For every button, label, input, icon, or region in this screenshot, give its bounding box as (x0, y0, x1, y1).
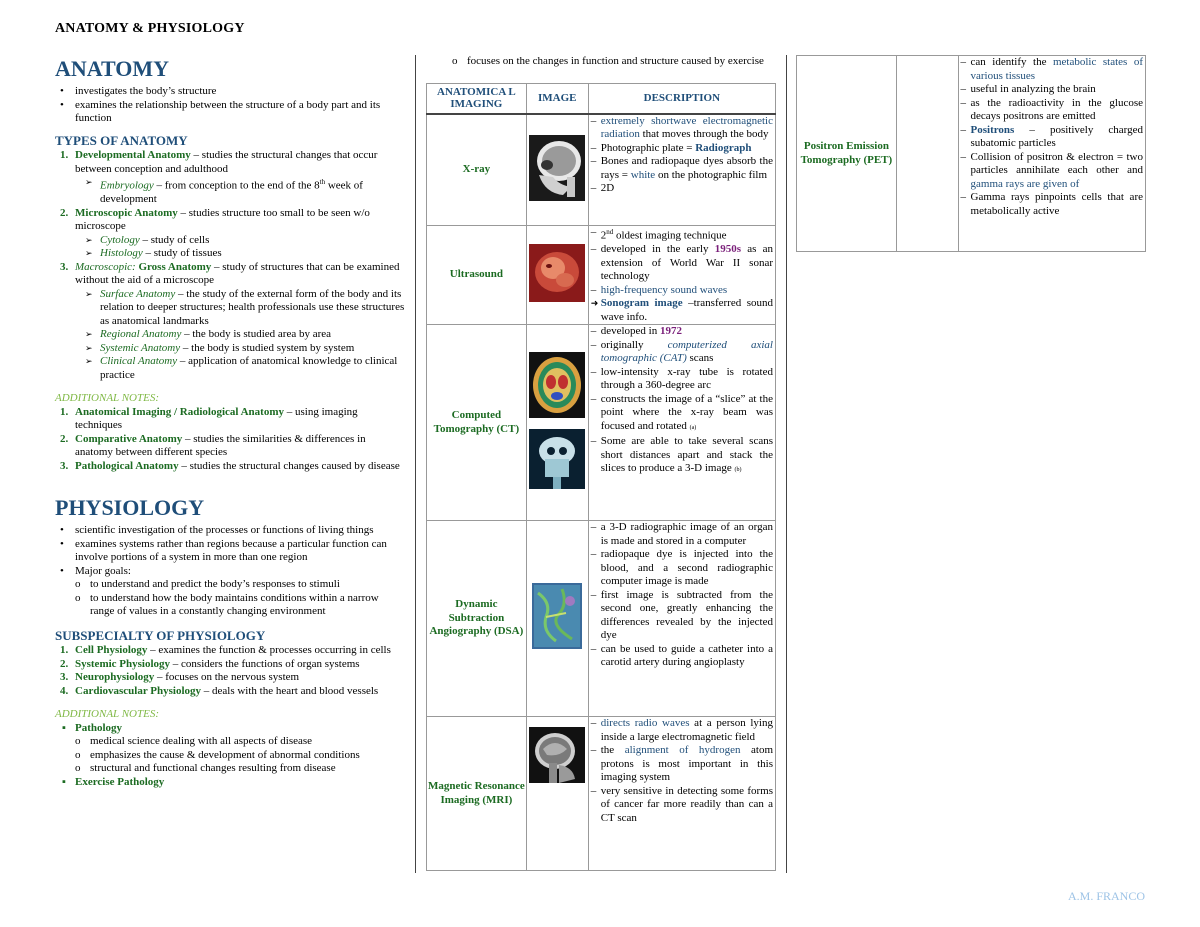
text: originally (600, 338, 668, 351)
modality-name: Computed Tomography (CT) (427, 325, 527, 521)
sub-list (85, 176, 405, 207)
definition: – study of cells (139, 233, 210, 246)
sub-item (85, 176, 405, 207)
description-item (591, 142, 773, 156)
highlight: Positrons (970, 123, 1015, 136)
modality-description (958, 56, 1145, 252)
term: Cell Physiology (75, 644, 148, 657)
modality-name: Ultrasound (427, 226, 527, 325)
description-item: – radiopaque dye is injected into the blood, and a second radiographic computer image is made (591, 548, 773, 589)
bullet-text: Major goals: (75, 564, 131, 577)
goal-item: o to understand and predict the body’s responses to stimuli (75, 578, 405, 592)
description-item (961, 151, 1143, 192)
note-item (60, 406, 405, 433)
imaging-table (426, 83, 776, 871)
ct-brain-image (529, 352, 585, 418)
definition: – the body is studied system by system (180, 341, 355, 354)
anatomy-types-list (60, 149, 405, 382)
sub-item (85, 328, 405, 342)
item-number: 2. (60, 657, 69, 670)
anatomy-type-item (60, 261, 405, 383)
text: can identify the (970, 56, 1053, 68)
definition: – the body is studied area by area (181, 328, 332, 341)
term: Pathological Anatomy (75, 459, 179, 472)
table-row (427, 717, 776, 871)
modality-name: Magnetic Resonance Imaging (MRI) (427, 717, 527, 871)
text: as an extension of World War II sonar technology (600, 243, 773, 283)
text: the (600, 744, 625, 757)
item-number: 3. (60, 459, 69, 472)
figure-marker: (a) (689, 424, 697, 431)
description-item: – first image is subtracted from the second one, greatly enhancing the differences revealed by the injected dye (591, 589, 773, 643)
dsa-image (526, 521, 588, 717)
description-item (591, 115, 773, 142)
physiology-bullet: • scientific investigation of the processes or functions of living things (60, 524, 405, 538)
description-item (591, 243, 773, 284)
definition: – application of anatomical knowledge to clinical practice (100, 355, 398, 381)
ultrasound-image (526, 226, 588, 325)
column-header: DESCRIPTION (588, 84, 775, 114)
pet-table (796, 55, 1146, 252)
term: Regional Anatomy (100, 328, 182, 341)
additional-notes-heading: ADDITIONAL NOTES: (55, 392, 160, 405)
text: oldest imaging technique (613, 229, 727, 242)
text: atom protons is most important in this imaging system (600, 744, 773, 784)
item-number: 1. (60, 405, 69, 418)
anatomy-notes-list (60, 406, 405, 474)
ultrasound-fetus-image (529, 244, 585, 302)
term: Anatomical Imaging / Radiological Anatomy (75, 405, 285, 418)
physiology-bullet (60, 565, 405, 619)
term: Embryology (100, 179, 154, 192)
modality-description (588, 717, 775, 871)
text: Photographic plate = (600, 141, 696, 154)
physiology-notes-list (60, 722, 405, 790)
table-row (427, 226, 776, 325)
subspecialty-list (60, 644, 405, 698)
description-item (591, 155, 773, 182)
item-number: 1. (60, 644, 69, 657)
author-footer: A.M. FRANCO (1067, 889, 1145, 903)
description-item (591, 393, 773, 436)
subspecialty-item (60, 671, 405, 685)
description-item (961, 124, 1143, 151)
text: that moves through the body (639, 128, 769, 140)
table-row (797, 56, 1146, 252)
definition: week of development (100, 179, 363, 206)
term: Pathology (75, 721, 123, 734)
subspecialty-heading: SUBSPECIALTY OF PHYSIOLOGY (55, 627, 266, 643)
column-divider (415, 55, 416, 873)
pet-image-cell (896, 56, 958, 252)
definition: – focuses on the nervous system (154, 671, 300, 684)
highlight: metabolic states of various tissues (970, 56, 1143, 82)
sub-item (85, 288, 405, 329)
definition: – using imaging techniques (75, 405, 358, 432)
text: developed in (600, 325, 660, 338)
modality-description (588, 325, 775, 521)
highlight: white (630, 168, 656, 181)
definition: – studies the similarities & differences in anatomy between different species (75, 432, 366, 459)
sub-item (85, 342, 405, 356)
anatomy-bullet: • examines the relationship between the structure of a body part and its function (60, 99, 405, 126)
modality-name: Dynamic Subtraction Angiography (DSA) (427, 521, 527, 717)
modality-description (588, 521, 775, 717)
figure-marker: (b) (734, 467, 742, 474)
term: Cytology (100, 233, 140, 246)
description-item: – a 3-D radiographic image of an organ is made and stored in a computer (591, 521, 773, 548)
definition: – study of structures that can be examined without the aid of a microscope (75, 260, 400, 287)
column-left (55, 56, 405, 789)
description-item (591, 435, 773, 478)
modality-name: Positron Emission Tomography (PET) (797, 56, 897, 252)
description-item: – very sensitive in detecting some forms of cancer far more readily than can a CT scan (591, 785, 773, 826)
page-title: ANATOMY & PHYSIOLOGY (55, 21, 245, 36)
description-item: – 2D (591, 182, 773, 196)
intro-list (452, 55, 772, 69)
goals-list (75, 578, 405, 619)
table-row (427, 325, 776, 521)
table-header-row (427, 84, 776, 114)
item-number: 2. (60, 206, 69, 219)
subspecialty-item (60, 685, 405, 699)
modality-name: X-ray (427, 114, 527, 226)
term: Gross Anatomy (135, 260, 212, 273)
additional-notes-heading: ADDITIONAL NOTES: (55, 708, 160, 721)
description-item: – low-intensity x-ray tube is rotated through a 360-degree arc (591, 366, 773, 393)
term: Systemic Anatomy (100, 341, 181, 354)
superscript: nd (606, 228, 614, 236)
text: Collision of positron & electron = two particles annihilate each other and (970, 150, 1143, 176)
description-item: – useful in analyzing the brain (961, 83, 1143, 97)
anatomy-heading: ANATOMY (55, 56, 170, 81)
highlight: alignment of hydrogen (624, 744, 741, 757)
term: Histology (100, 247, 143, 260)
note-item (60, 776, 405, 790)
text: Bones and radiopaque dyes absorb the rays = (600, 155, 773, 181)
anatomy-bullet: • investigates the body’s structure (60, 85, 405, 99)
mri-image (526, 717, 588, 871)
text: – positively charged subatomic particles (970, 123, 1143, 149)
item-number: 1. (60, 149, 69, 161)
description-item (591, 284, 773, 298)
item-number: 4. (60, 684, 69, 697)
pathology-item: o medical science dealing with all aspects of disease (75, 735, 405, 749)
item-number: 3. (60, 260, 69, 273)
modality-description (588, 226, 775, 325)
table-row (427, 521, 776, 717)
term: Exercise Pathology (75, 775, 165, 788)
text: at a person lying inside a large electromagnetic field (600, 717, 773, 743)
modality-description (588, 114, 775, 226)
description-item (591, 744, 773, 785)
description-item (961, 56, 1143, 83)
column-header: IMAGE (526, 84, 588, 114)
anatomy-bullets (60, 85, 405, 126)
description-item (591, 325, 773, 339)
term: Systemic Physiology (75, 657, 171, 670)
sub-item (85, 234, 405, 248)
anatomy-type-item (60, 149, 405, 207)
text: constructs the image of a “slice” at the point where the x-ray beam was focused and rotated (600, 392, 773, 432)
term: Developmental Anatomy (75, 149, 191, 161)
definition: – studies the structural changes caused by disease (178, 459, 400, 472)
superscript: th (319, 178, 326, 186)
ct-images (526, 325, 588, 521)
intro-item: o focuses on the changes in function and structure caused by exercise (452, 55, 772, 69)
term: Cardiovascular Physiology (75, 684, 202, 697)
term: Comparative Anatomy (75, 432, 183, 445)
definition: – studies the structural changes that occur between conception and adulthood (75, 149, 378, 175)
highlight: 1972 (659, 325, 682, 338)
text: on the photographic film (655, 168, 768, 181)
definition: – studies structure too small to be seen w/o microscope (75, 206, 370, 233)
note-item (60, 722, 405, 776)
dsa-angiography-image (532, 583, 582, 649)
types-of-anatomy-heading: TYPES OF ANATOMY (55, 132, 188, 148)
description-item (591, 297, 773, 324)
mri-head-image (529, 727, 585, 783)
definition: – examines the function & processes occurring in cells (147, 644, 391, 657)
highlight: 1950s (714, 243, 742, 256)
description-item (591, 226, 773, 243)
column-header: ANATOMICA L IMAGING (427, 84, 527, 114)
sub-list (85, 234, 405, 261)
text: developed in the early (600, 243, 715, 256)
note-item (60, 460, 405, 474)
description-item: – Gamma rays pinpoints cells that are metabolically active (961, 191, 1143, 218)
definition: – the study of the external form of the body and its relation to deeper structures; health professionals use these structures as anatomical landmarks (100, 287, 405, 327)
xray-image (526, 114, 588, 226)
definition: – considers the functions of organ systems (170, 657, 360, 670)
description-item: – can be used to guide a catheter into a carotid artery during angioplasty (591, 643, 773, 670)
subspecialty-item (60, 658, 405, 672)
column-divider (786, 55, 787, 873)
description-item (591, 339, 773, 366)
term: Clinical Anatomy (100, 355, 178, 368)
table-row (427, 114, 776, 226)
subspecialty-item (60, 644, 405, 658)
note-item (60, 433, 405, 460)
definition: – study of tissues (142, 247, 222, 260)
text: –transferred sound wave info. (600, 297, 773, 323)
term: Macroscopic: (75, 260, 136, 273)
xray-skull-image (529, 135, 585, 201)
highlight: extremely shortwave electromagnetic radiation (600, 114, 773, 140)
sub-list (85, 288, 405, 383)
description-item: – as the radioactivity in the glucose decays positrons are emitted (961, 97, 1143, 124)
physiology-bullets (60, 524, 405, 619)
item-number: 3. (60, 671, 69, 684)
description-item (591, 717, 773, 744)
highlight: Sonogram image (600, 297, 683, 310)
sub-item (85, 355, 405, 382)
highlight: gamma rays are given of (970, 177, 1080, 190)
item-number: 2. (60, 432, 69, 445)
highlight: directs radio waves (600, 717, 690, 730)
physiology-heading: PHYSIOLOGY (55, 495, 205, 521)
pathology-list (75, 735, 405, 776)
ct-3d-skull-image (529, 429, 585, 489)
text: Some are able to take several scans short distances apart and stack the slices to produce a 3-D image (600, 435, 773, 475)
pathology-item: o emphasizes the cause & development of abnormal conditions (75, 749, 405, 763)
text: 2 (600, 229, 607, 242)
column-middle-intro (452, 55, 772, 69)
highlight: computerized axial tomographic (CAT) (600, 338, 773, 365)
definition: – deals with the heart and blood vessels (201, 684, 379, 697)
highlight: high-frequency sound waves (600, 283, 728, 296)
goal-item: o to understand how the body maintains conditions within a narrow range of values in a constantly changing environment (75, 592, 405, 619)
anatomy-type-item (60, 207, 405, 261)
term: Surface Anatomy (100, 287, 176, 300)
term: Microscopic Anatomy (75, 206, 178, 219)
physiology-bullet: • examines systems rather than regions because a particular function can involve portions of a system in more than one region (60, 538, 405, 565)
text: scans (686, 352, 714, 365)
term: Neurophysiology (75, 671, 155, 684)
definition: – from conception to the end of the 8 (153, 179, 320, 192)
highlight: Radiograph (695, 141, 752, 154)
pathology-item: o structural and functional changes resulting from disease (75, 762, 405, 776)
sub-item (85, 247, 405, 261)
